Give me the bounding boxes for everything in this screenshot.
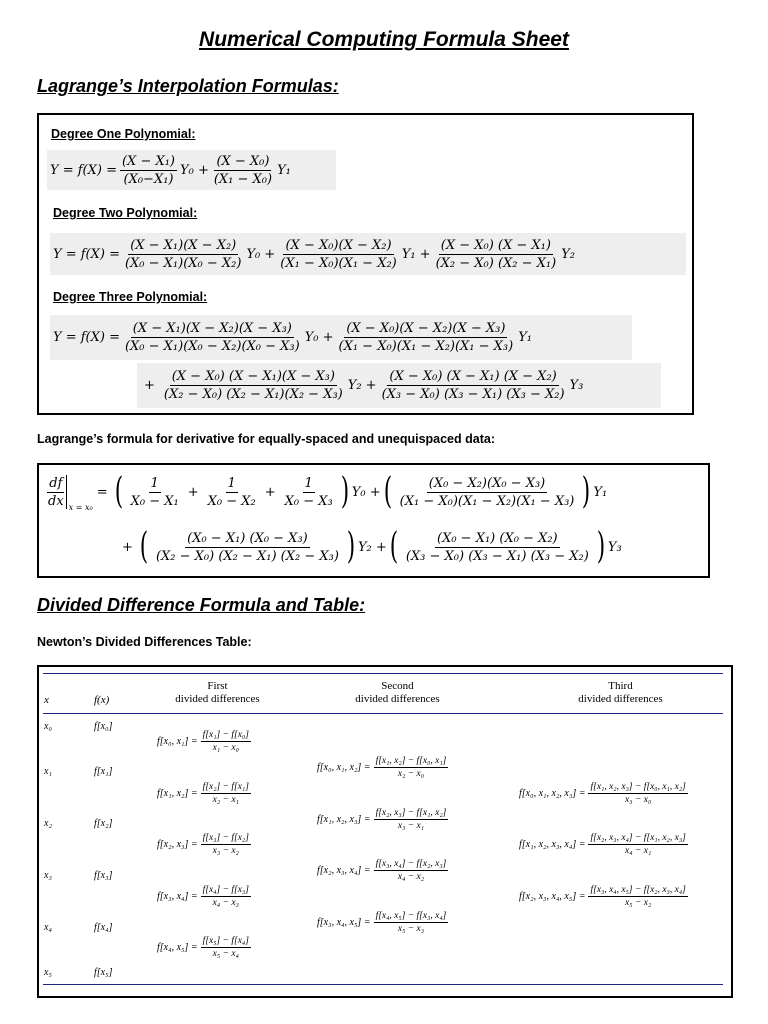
x-cell: x₁ — [44, 766, 52, 777]
fraction: $\frac{\text{(X − X₀)}}{\text{(X₁ − X₀)}}$ — [213, 153, 273, 187]
fx-cell: f[x₂] — [94, 818, 113, 829]
first-difference: f[x₃, x₄] = $\frac{\text{f[x₄] − f[x₃]}}{\text{x₄ − x₃}}$ — [157, 885, 249, 908]
first-difference: f[x₂, x₃] = $\frac{\text{f[x₃] − f[x₂]}}{\text{x₃ − x₂}}$ — [157, 833, 249, 856]
eq-plus: + — [144, 378, 155, 393]
first-difference: f[x₀, x₁] = $\frac{\text{f[x₁] − f[x₀]}}{\text{x₁ − x₀}}$ — [157, 730, 249, 753]
table-rule-top — [43, 673, 723, 674]
fraction: $\frac{\text{(X − X₁)}}{\text{(X₀−X₁)}}$ — [121, 153, 176, 187]
fraction: $\frac{\text{(X₀ − X₂)(X₀ − X₃)}}{\text{(X₁ − X₀)(X₁ − X₂)(X₁ − X₃)}}$ — [399, 475, 575, 509]
table-rule-header — [43, 713, 723, 714]
eq-term: Y₂ + — [357, 539, 387, 555]
second-difference: f[x₃, x₄, x₅] = $\frac{\text{f[x₄, x₅] − f[x₃, x₄]}}{\text{x₅ − x₃}}$ — [317, 911, 447, 934]
fx-cell: f[x₄] — [94, 922, 113, 933]
degree-three-equation-line1 — [50, 315, 632, 360]
second-difference: f[x₂, x₃, x₄] = $\frac{\text{f[x₃, x₄] − f[x₂, x₃]}}{\text{x₄ − x₂}}$ — [317, 859, 447, 882]
x-cell: x₂ — [44, 818, 52, 829]
eq-term: Y₂ — [561, 246, 575, 262]
eq-term: Y₁ — [593, 484, 608, 500]
degree-two-label: Degree Two Polynomial: — [53, 206, 198, 220]
eq-term: Y₀ + — [180, 162, 209, 178]
page-title: Numerical Computing Formula Sheet — [199, 28, 569, 51]
degree-three-label: Degree Three Polynomial: — [53, 290, 208, 304]
third-difference: f[x₂, x₃, x₄, x₅] = $\frac{\text{f[x₃, x₄, x₅] − f[x₂, x₃, x₄]}}{\text{x₅ − x₂}}$ — [519, 885, 686, 908]
eq-term: Y₃ — [607, 539, 622, 555]
fraction: $\frac{\text{(X − X₁)(X − X₂)(X − X₃)}}{\text{(X₀ − X₁)(X₀ − X₂)(X₀ − X₃)}}$ — [124, 321, 300, 354]
x-cell: x₅ — [44, 967, 52, 978]
derivative-lhs: $\frac{df}{dx}$ — [48, 475, 64, 509]
degree-two-equation — [50, 233, 686, 275]
table-rule-bottom — [43, 984, 723, 985]
x-cell: x₃ — [44, 870, 52, 881]
fraction: $\frac{\text{(X − X₀) (X − X₁)}}{\text{(X₂ − X₀) (X₂ − X₁)}}$ — [435, 237, 557, 271]
eq-equals: = — [96, 484, 108, 500]
second-difference: f[x₀, x₁, x₂] = $\frac{\text{f[x₁, x₂] − f[x₀, x₁]}}{\text{x₂ − x₀}}$ — [317, 756, 447, 779]
eq-term: Y₁ — [277, 162, 291, 178]
eq-term: Y₀ + — [351, 484, 381, 500]
eq-term: Y₁ — [518, 330, 533, 345]
first-difference: f[x₄, x₅] = $\frac{\text{f[x₅] − f[x₄]}}{\text{x₅ − x₄}}$ — [157, 936, 249, 959]
derivative-label: Lagrange’s formula for derivative for equally-spaced and unequispaced data: — [37, 432, 495, 446]
eq-term: Y₁ + — [401, 246, 431, 262]
third-difference: f[x₁, x₂, x₃, x₄] = $\frac{\text{f[x₂, x₃, x₄] − f[x₁, x₂, x₃]}}{\text{x₄ − x₁}}$ — [519, 833, 686, 856]
fraction: $\frac{\text{(X − X₀) (X − X₁)(X − X₃)}}{\text{(X₂ − X₀) (X₂ − X₁)(X₂ − X₃)}}$ — [163, 369, 343, 402]
fx-cell: f[x₁] — [94, 766, 113, 777]
fraction: $\frac{1}{\text{X₀ − X₁}}$ — [130, 475, 179, 509]
degree-one-label: Degree One Polynomial: — [51, 127, 196, 141]
header-first: First divided differences — [175, 680, 260, 705]
eq-term: Y₀ + — [304, 330, 334, 345]
fraction: $\frac{\text{(X − X₀)(X − X₂)(X − X₃)}}{\text{(X₁ − X₀)(X₁ − X₂)(X₁ − X₃)}}$ — [338, 321, 514, 354]
x-cell: x₄ — [44, 922, 52, 933]
fraction: $\frac{1}{\text{X₀ − X₃}}$ — [284, 475, 333, 509]
derivative-equation-line2: + ( $\frac{\text{(X₀ − X₁) (X₀ − X₃)}}{\text{(X₂ − X₀) (X₂ − X₁) (X₂ − X₃)}}$ ) Y₂ + ( $\frac{\text{(X₀ − X₁) (X₀ − X₂)}}{\text{(X₃ − X₀) (X₃ − X₁) (X₃ − X₂)}}$ ) Y₃ — [115, 521, 705, 573]
header-fx: f(x) — [94, 694, 110, 706]
fraction: $\frac{\text{(X₀ − X₁) (X₀ − X₃)}}{\text{(X₂ − X₀) (X₂ − X₁) (X₂ − X₃)}}$ — [155, 530, 339, 564]
fx-cell: f[x₅] — [94, 967, 113, 978]
degree-one-equation — [47, 150, 336, 190]
fx-cell: f[x₃] — [94, 870, 113, 881]
divided-heading: Divided Difference Formula and Table: — [37, 595, 366, 615]
derivative-subscript: x = x₀ — [68, 503, 93, 512]
header-third: Third divided differences — [578, 680, 663, 705]
eq-lhs: Y = f(X) = — [50, 162, 117, 178]
eq-lhs: Y = f(X) = — [53, 246, 120, 262]
eq-term: Y₀ + — [246, 246, 276, 262]
degree-three-equation-line2 — [137, 363, 661, 408]
fraction: $\frac{\text{(X − X₀) (X − X₁) (X − X₂)}}{\text{(X₃ − X₀) (X₃ − X₁) (X₃ − X₂)}}$ — [381, 369, 565, 402]
third-difference: f[x₀, x₁, x₂, x₃] = $\frac{\text{f[x₁, x₂, x₃] − f[x₀, x₁, x₂]}}{\text{x₃ − x₀}}$ — [519, 782, 686, 805]
fx-cell: f[x₀] — [94, 721, 113, 732]
lagrange-heading: Lagrange’s Interpolation Formulas: — [37, 76, 339, 96]
eq-term: Y₃ — [569, 378, 584, 393]
second-difference: f[x₁, x₂, x₃] = $\frac{\text{f[x₂, x₃] − f[x₁, x₂]}}{\text{x₃ − x₁}}$ — [317, 808, 447, 831]
fraction: $\frac{1}{\text{X₀ − X₂}}$ — [207, 475, 256, 509]
x-cell: x₀ — [44, 721, 52, 732]
header-x: x — [44, 694, 49, 706]
fraction: $\frac{\text{(X − X₀)(X − X₂)}}{\text{(X₁ − X₀)(X₁ − X₂)}}$ — [280, 237, 397, 271]
eq-lhs: Y = f(X) = — [53, 330, 120, 345]
first-difference: f[x₁, x₂] = $\frac{\text{f[x₂] − f[x₁]}}{\text{x₂ − x₁}}$ — [157, 782, 249, 805]
divided-table-box — [37, 665, 733, 998]
fraction: $\frac{\text{(X₀ − X₁) (X₀ − X₂)}}{\text{(X₃ − X₀) (X₃ − X₁) (X₃ − X₂)}}$ — [405, 530, 589, 564]
eq-term: Y₂ + — [347, 378, 377, 393]
header-second: Second divided differences — [355, 680, 440, 705]
derivative-equation-line1: $\frac{df}{dx}$ x = x₀ = ( $\frac{1}{\text{X₀ − X₁}}$ + $\frac{1}{\text{X₀ − X₂}}$ + $\frac{1}{\text{X₀ − X₃}}$ ) Y₀ + ( $\frac{\text{(X₀ − X₂)(X₀ − X₃)}}{\text{(X₁ − X₀)(X₁ − X₂)(X₁ − X₃)}}$ ) Y₁ — [40, 466, 704, 518]
divided-table-label: Newton’s Divided Differences Table: — [37, 635, 252, 649]
fraction: $\frac{\text{(X − X₁)(X − X₂)}}{\text{(X₀ − X₁)(X₀ − X₂)}}$ — [124, 237, 242, 271]
eq-plus: + — [122, 539, 133, 555]
